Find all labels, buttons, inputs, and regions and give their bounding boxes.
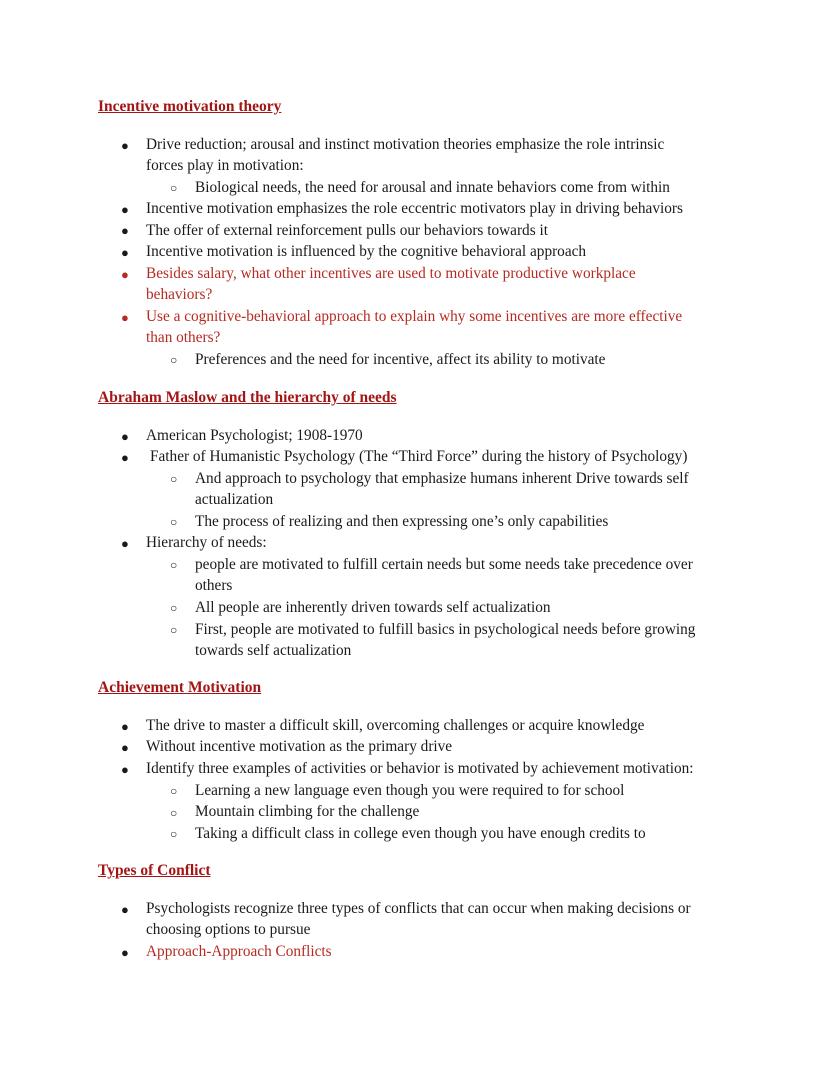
bullet-dot: ● — [121, 536, 129, 551]
list-item: Drive reduction; arousal and instinct motivation theories emphasize the role intrinsic — [146, 136, 665, 153]
list-item: American Psychologist; 1908-1970 — [146, 427, 363, 444]
bullet-dot: ● — [121, 429, 129, 444]
list-item: The offer of external reinforcement pulls our behaviors towards it — [146, 222, 548, 239]
bullet-dot: ● — [121, 719, 129, 734]
bullet-dot: ● — [121, 310, 129, 325]
bullet-circle: ○ — [170, 515, 178, 529]
bullet-dot: ● — [121, 202, 129, 217]
bullet-circle: ○ — [170, 558, 178, 572]
bullet-circle: ○ — [170, 623, 178, 637]
bullet-dot: ● — [121, 138, 129, 153]
heading-achievement-motivation: Achievement Motivation — [98, 679, 262, 696]
question-item-continuation: behaviors? — [146, 286, 213, 303]
bullet-circle: ○ — [170, 827, 178, 841]
question-item: Use a cognitive-behavioral approach to explain why some incentives are more effective — [146, 308, 683, 325]
list-item: The drive to master a difficult skill, overcoming challenges or acquire knowledge — [146, 717, 645, 734]
list-item: Incentive motivation emphasizes the role eccentric motivators play in driving behaviors — [146, 200, 683, 217]
sub-list-item: And approach to psychology that emphasize humans inherent Drive towards self — [195, 470, 689, 487]
heading-maslow-hierarchy: Abraham Maslow and the hierarchy of needs — [98, 389, 397, 406]
list-item: Father of Humanistic Psychology (The “Third Force” during the history of Psychology) — [150, 448, 688, 465]
sub-list-item: All people are inherently driven towards self actualization — [195, 599, 551, 616]
sub-list-item: First, people are motivated to fulfill basics in psychological needs before growing — [195, 621, 696, 638]
list-item: Incentive motivation is influenced by the cognitive behavioral approach — [146, 243, 587, 260]
bullet-dot: ● — [121, 902, 129, 917]
list-item: Without incentive motivation as the primary drive — [146, 738, 453, 755]
bullet-circle: ○ — [170, 784, 178, 798]
sub-list-item-continuation: towards self actualization — [195, 642, 352, 659]
sub-list-item: The process of realizing and then expressing one’s only capabilities — [195, 513, 609, 530]
bullet-circle: ○ — [170, 601, 178, 615]
heading-incentive-motivation-theory: Incentive motivation theory — [98, 98, 282, 115]
bullet-circle: ○ — [170, 472, 178, 486]
bullet-circle: ○ — [170, 181, 178, 195]
bullet-dot: ● — [121, 267, 129, 282]
sub-list-item: Learning a new language even though you were required to for school — [195, 782, 625, 799]
sub-list-item: Mountain climbing for the challenge — [195, 803, 420, 820]
sub-list-item: Taking a difficult class in college even though you have enough credits to — [195, 825, 646, 842]
sub-list-item-continuation: actualization — [195, 491, 274, 508]
question-item-continuation: than others? — [146, 329, 221, 346]
list-item: Hierarchy of needs: — [146, 534, 267, 551]
sub-list-item: people are motivated to fulfill certain needs but some needs take precedence over — [195, 556, 693, 573]
list-item-continuation: forces play in motivation: — [146, 157, 304, 174]
bullet-circle: ○ — [170, 353, 178, 367]
bullet-dot: ● — [121, 450, 129, 465]
bullet-dot: ● — [121, 223, 129, 238]
bullet-circle: ○ — [170, 806, 178, 820]
sub-list-item: Biological needs, the need for arousal and innate behaviors come from within — [195, 179, 670, 196]
heading-types-of-conflict: Types of Conflict — [98, 862, 211, 879]
list-item: Approach-Approach Conflicts — [146, 943, 332, 960]
list-item-continuation: choosing options to pursue — [146, 921, 311, 938]
sub-list-item-continuation: others — [195, 577, 233, 594]
bullet-dot: ● — [121, 762, 129, 777]
bullet-dot: ● — [121, 245, 129, 260]
question-item: Besides salary, what other incentives are used to motivate productive workplace — [146, 265, 636, 282]
bullet-dot: ● — [121, 945, 129, 960]
list-item: Identify three examples of activities or behavior is motivated by achievement motivation: — [146, 760, 694, 777]
sub-list-item: Preferences and the need for incentive, affect its ability to motivate — [195, 351, 606, 368]
bullet-dot: ● — [121, 740, 129, 755]
list-item: Psychologists recognize three types of conflicts that can occur when making decisions or — [146, 900, 691, 917]
